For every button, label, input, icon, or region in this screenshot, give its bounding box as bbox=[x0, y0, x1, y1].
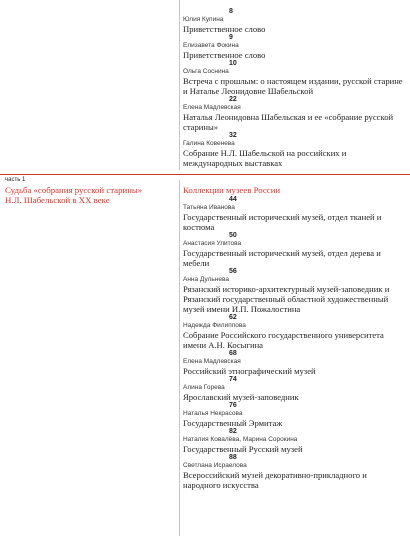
article-title: Встреча с прошлым: о настоящем издании, русской старине и Наталье Леонидовне Шабельской bbox=[183, 76, 403, 96]
contents-entry bbox=[183, 402, 405, 428]
author-name: Елена Мадлевская bbox=[183, 104, 241, 111]
author-name: Алина Горева bbox=[183, 384, 225, 391]
intro-contents-list bbox=[183, 8, 405, 168]
page-number: 74 bbox=[229, 376, 237, 383]
contents-entry bbox=[183, 350, 405, 376]
page-number: 32 bbox=[229, 132, 237, 139]
article-title: Российский этнографический музей bbox=[183, 366, 316, 376]
article-title: Приветственное слово bbox=[183, 24, 266, 34]
page-number: 50 bbox=[229, 232, 237, 239]
contents-entry bbox=[183, 314, 405, 350]
page-number: 76 bbox=[229, 402, 237, 409]
column-divider-top bbox=[179, 0, 180, 170]
contents-entry bbox=[183, 232, 405, 268]
page-number: 44 bbox=[229, 196, 237, 203]
author-name: Светлана Исраелова bbox=[183, 462, 247, 469]
contents-entry bbox=[183, 268, 405, 314]
part-title: Судьба «собрания русской старины» Н.Л. Шабельской в XX веке bbox=[5, 185, 143, 205]
page-number: 9 bbox=[229, 34, 233, 41]
column-divider-bottom bbox=[179, 180, 180, 536]
page-number: 22 bbox=[229, 96, 237, 103]
museum-contents-list bbox=[183, 196, 405, 490]
author-name: Галина Ковенева bbox=[183, 140, 235, 147]
author-name: Анастасия Улитова bbox=[183, 240, 242, 247]
author-name: Наталия Ковалёва, Марина Сорокина bbox=[183, 436, 298, 443]
part-label: часть 1 bbox=[5, 177, 26, 183]
page-number: 8 bbox=[229, 8, 233, 15]
author-name: Анна Дульнева bbox=[183, 276, 229, 283]
article-title: Рязанский историко-архитектурный музей-заповедник и Рязанский государственный областной художественный музей имени И.П. Пожалостина bbox=[183, 284, 390, 314]
section-heading: Коллекции музеев России bbox=[183, 185, 281, 195]
page-number: 10 bbox=[229, 60, 237, 67]
page-number: 68 bbox=[229, 350, 237, 357]
article-title: Ярославский музей-заповедник bbox=[183, 392, 299, 402]
author-name: Наталья Некрасова bbox=[183, 410, 243, 417]
article-title: Наталья Леонидовна Шабельская и ее «собрание русской старины» bbox=[183, 112, 394, 132]
article-title: Собрание Н.Л. Шабельской на российских и международных выставках bbox=[183, 148, 347, 168]
author-name: Елизавета Фокина bbox=[183, 42, 239, 49]
article-title: Приветственное слово bbox=[183, 50, 266, 60]
contents-entry bbox=[183, 8, 405, 34]
author-name: Елена Мадлевская bbox=[183, 358, 241, 365]
article-title: Всероссийский музей декоративно-прикладного и народного искусства bbox=[183, 470, 367, 490]
section-rule bbox=[0, 174, 410, 175]
author-name: Татьяна Иванова bbox=[183, 204, 235, 211]
article-title: Государственный исторический музей, отдел дерева и мебели bbox=[183, 248, 381, 268]
page-number: 88 bbox=[229, 454, 237, 461]
page-number: 56 bbox=[229, 268, 237, 275]
contents-entry bbox=[183, 196, 405, 232]
contents-entry bbox=[183, 60, 405, 96]
article-title: Государственный Эрмитаж bbox=[183, 418, 283, 428]
article-title: Государственный Русский музей bbox=[183, 444, 303, 454]
article-title: Собрание Российского государственного университета имени А.Н. Косыгина bbox=[183, 330, 384, 350]
author-name: Ольга Соснина bbox=[183, 68, 229, 75]
contents-entry bbox=[183, 132, 405, 168]
article-title: Государственный исторический музей, отдел тканей и костюма bbox=[183, 212, 382, 232]
author-name: Надежда Филиппова bbox=[183, 322, 246, 329]
contents-entry bbox=[183, 34, 405, 60]
contents-entry bbox=[183, 376, 405, 402]
page-number: 62 bbox=[229, 314, 237, 321]
page-number: 82 bbox=[229, 428, 237, 435]
author-name: Юлия Купина bbox=[183, 16, 224, 23]
contents-entry bbox=[183, 454, 405, 490]
contents-entry bbox=[183, 96, 405, 132]
contents-entry bbox=[183, 428, 405, 454]
